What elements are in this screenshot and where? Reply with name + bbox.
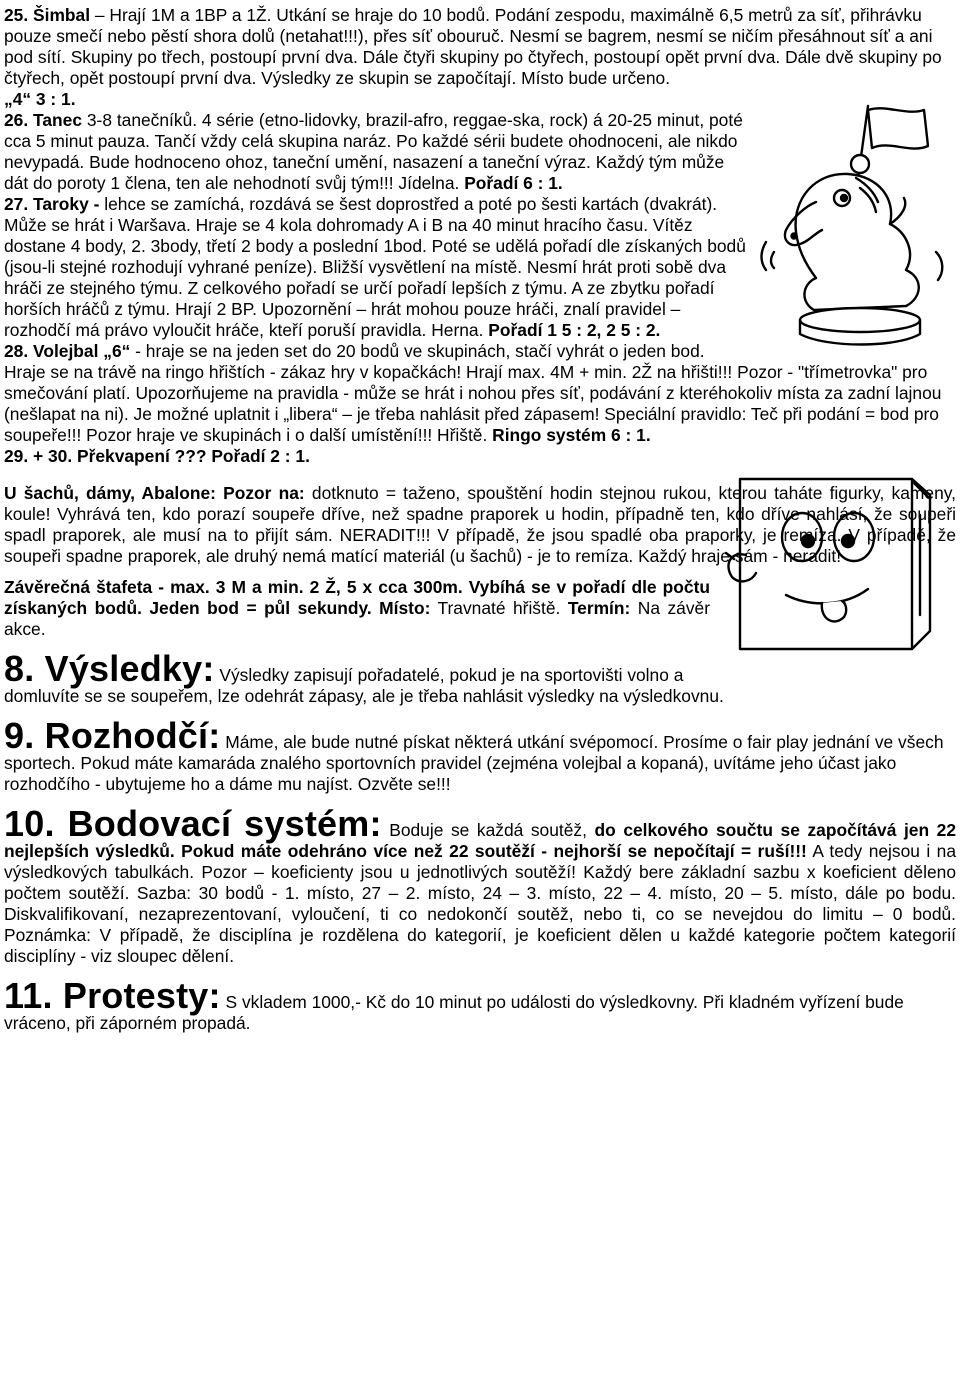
section-27-title: Taroky - (33, 194, 100, 214)
section-25 (4, 0, 956, 110)
section-8-text: Výsledky zapisují pořadatelé, pokud je na sportovišti volno a domluvíte se se soupeřem, lze odehrát zápasy, ale je třeba nahlásit výsledky na výsledkovnu. (4, 665, 724, 706)
section-25-text: – Hrají 1M a 1BP a 1Ž. Utkání se hraje do 10 bodů. Podání zespodu, maximálně 6,5 metrů za síť, přihrávku pouze smečí nebo pěstí shora dolů (netahat!!!), přes síť obouruč. Nesmí se bagrem, nesmí se ničím přesáhnout síť a ani pod sítí. Skupiny po třech, postoupí první dva. Dále čtyři skupiny po čtyřech, postoupí opět první dva. Dále dvě skupiny po čtyřech, opět postoupí první dva. Výsledky ze skupin se započítají. Místo bude určeno. (4, 5, 942, 88)
chess-rules-lead: U šachů, dámy, Abalone: Pozor na: (4, 483, 305, 503)
section-9-referees (4, 715, 956, 795)
section-26-text: 3-8 tanečníků. 4 série (etno-lidovky, brazil-afro, reggae-ska, rock) á 20-25 minut, poté cca 5 minut pauza. Tančí vždy celá skupina naráz. Po každé sérii budete ohodnoceni, ale nikdo nevypadá. Bude hodnoceno ohoz, taneční umění, nasazení a taneční výraz. Každý tým může dát do poroty 1 člena, ten ale nehodnotí svůj tým!!! Jídelna. (4, 110, 743, 193)
section-28 (4, 341, 956, 446)
section-25-number: 25. (4, 5, 29, 25)
section-8-heading: 8. Výsledky: (4, 648, 215, 689)
relay-term-label: Termín: (567, 598, 631, 618)
section-27-order: Pořadí 1 5 : 2, 2 5 : 2. (488, 320, 661, 340)
section-10-text1: Boduje se každá soutěž, (389, 820, 587, 840)
page (4, 0, 956, 1034)
section-28-order: Ringo systém 6 : 1. (492, 425, 651, 445)
section-11-text: S vkladem 1000,- Kč do 10 minut po události do výsledkovny. Při kladném vyřízení bude vráceno, při záporném propadá. (4, 992, 904, 1033)
section-10-scoring (4, 803, 957, 967)
knight-with-flag-illustration (756, 102, 956, 352)
section-11-heading: 11. Protesty: (4, 975, 221, 1016)
section-29-30: 29. + 30. Překvapení ??? Pořadí 2 : 1. (4, 446, 310, 466)
knight-icon (756, 102, 956, 352)
section-10-text2: A tedy nejsou i na výsledkových tabulkách. Pozor – koeficienty jsou u jednotlivých soutěží! Každý bere základní sazbu x koeficient děleno počtem soutěží. Sazba: 30 bodů - 1. místo, 27 – 2. místo, 24 – 3. místo, 22 – 4. místo, 20 – 5. místo, dále po bodu. Diskvalifikovaní, nezaprezentovaní, vyloučení, ti co nedokončí soutěž, nebo ti, co se nevejdou do limitu – 0 bodů. Poznámka: V případě, že disciplína je rozdělena do kategorií, je koeficient dělen u každé kategorie počtem kategorií disciplíny - viz sloupec dělení. (4, 841, 957, 966)
section-9-heading: 9. Rozhodčí: (4, 715, 221, 756)
section-10-heading: 10. Bodovací systém: (4, 803, 382, 844)
relay-place: Travnaté hřiště. (437, 598, 561, 618)
relay-term: Na závěr akce. (4, 598, 710, 639)
section-26-order: Pořadí 6 : 1. (464, 173, 563, 193)
chess-rules (4, 483, 956, 567)
section-28-number: 28. (4, 341, 29, 361)
section-11-protests (4, 975, 956, 1034)
section-26-number: 26. (4, 110, 29, 130)
chess-rules-text: dotknuto = taženo, spouštění hodin stejnou rukou, kterou taháte figurky, kameny, koule! Vyhrává ten, kdo porazí soupeře dříve, než spadne praporek u hodin, případně ten, kdo dříve nahlásí, že soupeři spadl praporek, ale musí na to přijít sám. NERADIT!!! V případě, že jsou spadlé oba praporky, je remíza. V případě, že soupeři spadne praporek, ale druhý nemá matící materiál (u šachů) - je to remíza. Každý hraje sám - neradit! (4, 483, 956, 566)
section-27-number: 27. (4, 194, 29, 214)
section-27-text: lehce se zamíchá, rozdává se šest doprostřed a poté po šesti kartách (dvakrát). Může se hrát i Waršava. Hraje se 4 kola dohromady A i B na 40 minut hracího času. Vítěz dostane 4 body, 2. 3body, třetí 2 body a poslední 1bod. Poté se udělá pořadí dle získaných bodů (jsou-li stejné rozhodují vyhrané peníze). Bližší vysvětlení na místě. Nesmí hrát proti sobě dva hráči ze stejného týmu. Z celkového pořadí se určí pořadí lepších z týmu. A ze zbytku pořadí horších hráčů z týmu. Hrají 2 BP. Upozornění – hrát mohou pouze hráči, znalí pravidel – rozhodčí má právo vyloučit hráče, kteří poruší pravidla. Herna. (4, 194, 746, 340)
relay-details: Závěrečná štafeta - max. 3 M a min. 2 Ž, 5 x cca 300m. Vybíhá se v pořadí dle počtu získaných bodů. Jeden bod = půl sekundy. Místo: (4, 577, 710, 618)
section-28-text: - hraje se na jeden set do 20 bodů ve skupinách, stačí vyhrát o jeden bod. Hraje se na trávě na ringo hřištích - zákaz hry v kopačkách! Hrají max. 4M + min. 2Ž na hřišti!!! Pozor - "třímetrovka" pro smečování platí. Upozorňujeme na pravidla - může se hrát i nohou přes síť, podávání z kteréhokoliv místa za zadní lajnou (nešlapat na ni). Je možné uplatnit i „libera“ – je třeba nahlásit před zápasem! Speciální pravidlo: Teč při podání = bod pro soupeře!!! Pozor hraje ve skupinách i o další umístění!!! Hřiště. (4, 341, 942, 445)
section-9-text: Máme, ale bude nutné pískat některá utkání svépomocí. Prosíme o fair play jednání ve všech sportech. Pokud máte kamaráda znalého sportovních pravidel (zejména volejbal a kopaná), uvítáme jeho účast jako rozhodčího - ubytujeme ho a dáme mu najíst. Ozvěte se!!! (4, 732, 944, 794)
section-28-title: Volejbal „6“ (33, 341, 131, 361)
section-25-title: Šimbal (33, 5, 91, 25)
section-25-ratio: „4“ 3 : 1. (4, 89, 76, 109)
section-26-title: Tanec (33, 110, 83, 130)
section-10-bold: do celkového součtu se započítává jen 22 nejlepších výsledků. Pokud máte odehráno více než 22 soutěží - nejhorší se nepočítají = ruší!!! (4, 820, 956, 861)
